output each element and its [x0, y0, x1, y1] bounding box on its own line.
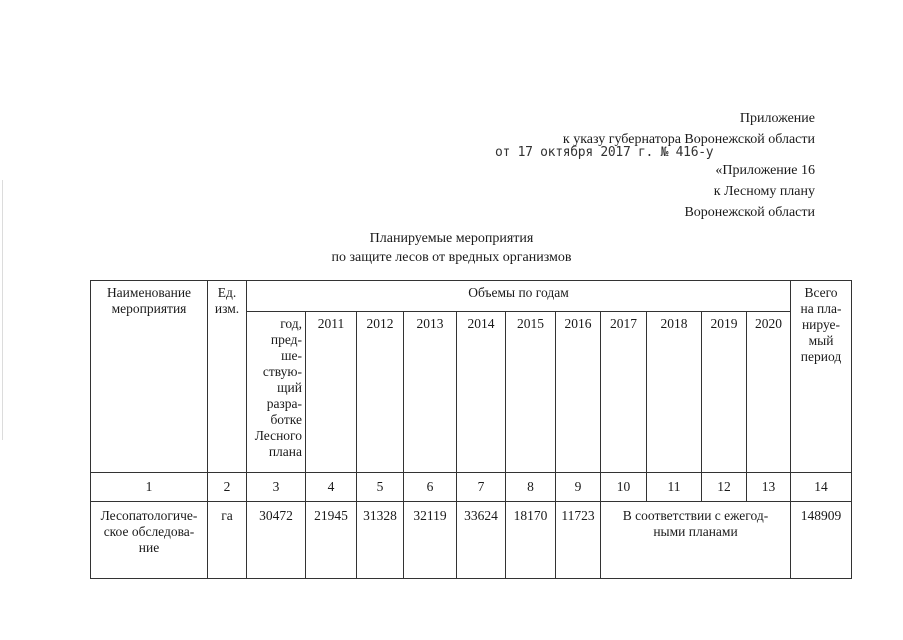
column-number: 14: [791, 473, 852, 502]
region-reference: Воронежской области: [684, 205, 815, 220]
plan-reference: к Лесному плану: [713, 184, 815, 199]
document-title: [0, 229, 903, 267]
column-number: 5: [357, 473, 404, 502]
column-number: 7: [457, 473, 506, 502]
row-note: [601, 502, 791, 579]
column-number: 1: [91, 473, 208, 502]
column-number: 12: [702, 473, 747, 502]
measures-table: [90, 280, 852, 579]
header-unit-line-2: изм.: [214, 301, 240, 316]
header-prev-line: плана: [268, 444, 302, 459]
header-unit-line-1: Ед.: [217, 285, 237, 300]
title-line-1: Планируемые мероприятия: [369, 231, 534, 246]
header-prev-line: Лесного: [254, 428, 302, 443]
header-prev-line: разра-: [266, 396, 302, 411]
header-year: 2019: [702, 312, 747, 473]
header-name: [91, 281, 208, 473]
header-total: [791, 281, 852, 473]
row-unit: га: [208, 502, 247, 579]
header-total-line: период: [800, 349, 842, 364]
column-number: 8: [506, 473, 556, 502]
column-number: 11: [647, 473, 702, 502]
title-line-2: по защите лесов от вредных организмов: [331, 250, 572, 265]
row-total: 148909: [791, 502, 852, 579]
header-year: 2016: [556, 312, 601, 473]
plan-appendix-header: [684, 160, 815, 223]
header-year: 2011: [306, 312, 357, 473]
table-row: [91, 502, 852, 579]
decree-date-stamp: от 17 октября 2017 г. № 416-у: [495, 145, 714, 160]
row-value-2012: 31328: [357, 502, 404, 579]
header-prev-line: год,: [280, 316, 302, 331]
row-value-2015: 18170: [506, 502, 556, 579]
header-year: 2017: [601, 312, 647, 473]
header-unit: [208, 281, 247, 473]
row-value-2013: 32119: [404, 502, 457, 579]
header-prev-line: щий: [277, 380, 302, 395]
header-year: 2020: [747, 312, 791, 473]
column-number: 9: [556, 473, 601, 502]
decree-reference: к указу губернатора Воронежской области: [562, 132, 815, 147]
plan-appendix-label: «Приложение 16: [715, 163, 815, 178]
column-number: 3: [247, 473, 306, 502]
header-total-line: нируе-: [801, 317, 841, 332]
header-total-line: мый: [808, 333, 834, 348]
header-year: 2014: [457, 312, 506, 473]
header-name-line-2: мероприятия: [111, 301, 187, 316]
header-prev-line: пред-: [270, 332, 302, 347]
header-prev-line: ствую-: [262, 364, 302, 379]
column-number: 4: [306, 473, 357, 502]
column-number: 13: [747, 473, 791, 502]
header-year: 2018: [647, 312, 702, 473]
header-volumes: Объемы по годам: [247, 281, 791, 312]
row-previous-value: 30472: [247, 502, 306, 579]
row-name-line: Лесопатологиче-: [100, 508, 198, 523]
header-previous-year: [247, 312, 306, 473]
header-prev-line: ботке: [270, 412, 302, 427]
header-year: 2012: [357, 312, 404, 473]
header-total-line: на пла-: [800, 301, 842, 316]
row-note-line: В соответствии с ежегод-: [622, 508, 769, 523]
header-year: 2015: [506, 312, 556, 473]
header-total-line: Всего: [804, 285, 838, 300]
row-measure-name: [91, 502, 208, 579]
column-number: 2: [208, 473, 247, 502]
appendix-label: Приложение: [739, 111, 815, 126]
row-note-line: ными планами: [653, 524, 738, 539]
appendix-header: [563, 108, 815, 150]
row-value-2014: 33624: [457, 502, 506, 579]
row-name-line: ское обследова-: [103, 524, 195, 539]
column-number: 10: [601, 473, 647, 502]
row-value-2016: 11723: [556, 502, 601, 579]
column-number: 6: [404, 473, 457, 502]
header-prev-line: ше-: [281, 348, 302, 363]
row-value-2011: 21945: [306, 502, 357, 579]
scan-edge-line: [2, 180, 3, 440]
header-name-line-1: Наименование: [106, 285, 192, 300]
row-name-line: ние: [138, 540, 160, 555]
header-year: 2013: [404, 312, 457, 473]
